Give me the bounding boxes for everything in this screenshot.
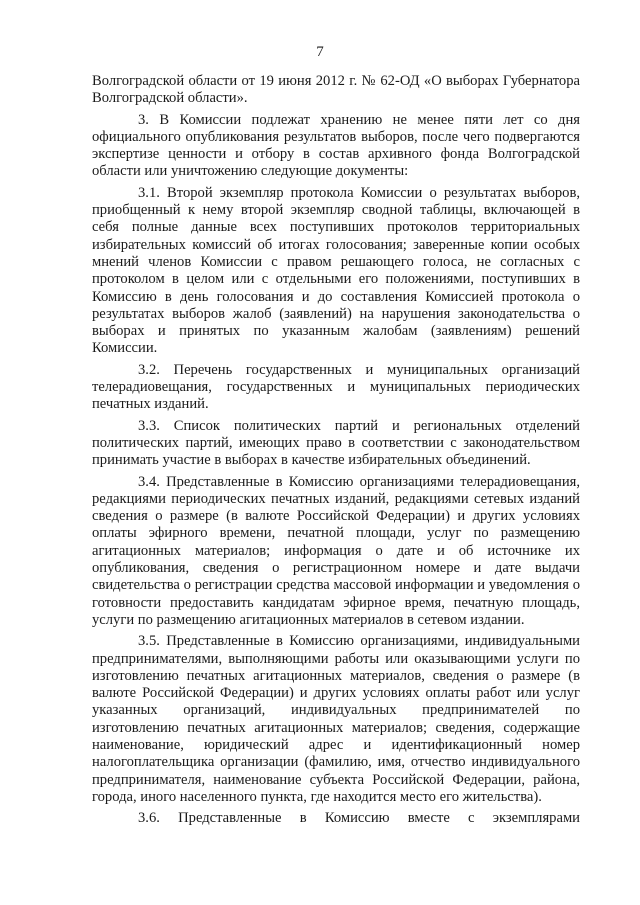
paragraph-item-3-2: 3.2. Перечень государственных и муниципальных организаций телерадиовещания, государственных и муниципальных периодических печатных изданий. [92,361,580,413]
page-number: 7 [316,44,324,60]
paragraph-item-3-3: 3.3. Список политических партий и региональных отделений политических партий, имеющих право в соответствии с законодательством принимать участие в выборах в качестве избирательных объединений. [92,417,580,469]
paragraph-continuation: Волгоградской области от 19 июня 2012 г. № 62-ОД «О выборах Губернатора Волгоградской области». [92,73,580,107]
paragraph-item-3-4: 3.4. Представленные в Комиссию организациями телерадиовещания, редакциями периодических печатных изданий, редакциями сетевых изданий сведения о размере (в валюте Российской Федерации) и других условиях оплаты эфирного времени, печатной площади, услуг по размещению агитационных материалов; информация о дате и об источнике их опубликования, сведения о регистрационном номере и дате выдачи свидетельства о регистрации средства массовой информации и уведомления о готовности предоставить кандидатам эфирное время, печатную площадь, услуги по размещению агитационных материалов в сетевом издании. [92,473,580,628]
document-body [92,73,580,831]
paragraph-item-3-1: 3.1. Второй экземпляр протокола Комиссии о результатах выборов, приобщенный к нему второй экземпляр сводной таблицы, включающей в себя полные данные всех поступивших протоколов территориальных избирательных комиссий об итогах голосования; заверенные копии особых мнений членов Комиссии с правом решающего голоса, не согласных с протоколом в целом или с отдельными его положениями, поступивших в Комиссию в день голосования и до составления Комиссией протокола о результатах выборов жалоб (заявлений) на нарушения законодательства о выборах и принятых по указанным жалобам (заявлениям) решений Комиссии. [92,184,580,357]
paragraph-item-3: 3. В Комиссии подлежат хранению не менее пяти лет со дня официального опубликования результатов выборов, после чего подвергаются экспертизе ценности и отбору в состав архивного фонда Волгоградской области или уничтожению следующие документы: [92,111,580,180]
paragraph-item-3-6: 3.6. Представленные в Комиссию вместе с экземплярами [138,810,580,827]
paragraph-item-3-5: 3.5. Представленные в Комиссию организациями, индивидуальными предпринимателями, выполняющими работы или оказывающими услуги по изготовлению печатных агитационных материалов, сведения о размере (в валюте Российской Федерации) и других условиях оплаты работ или услуг указанных организаций, индивидуальных предпринимателей по изготовлению печатных агитационных материалов; сведения, содержащие наименование, юридический адрес и идентификационный номер налогоплательщика организации (фамилию, имя, отчество индивидуального предпринимателя, наименование субъекта Российской Федерации, района, города, иного населенного пункта, где находится место его жительства). [92,633,580,805]
